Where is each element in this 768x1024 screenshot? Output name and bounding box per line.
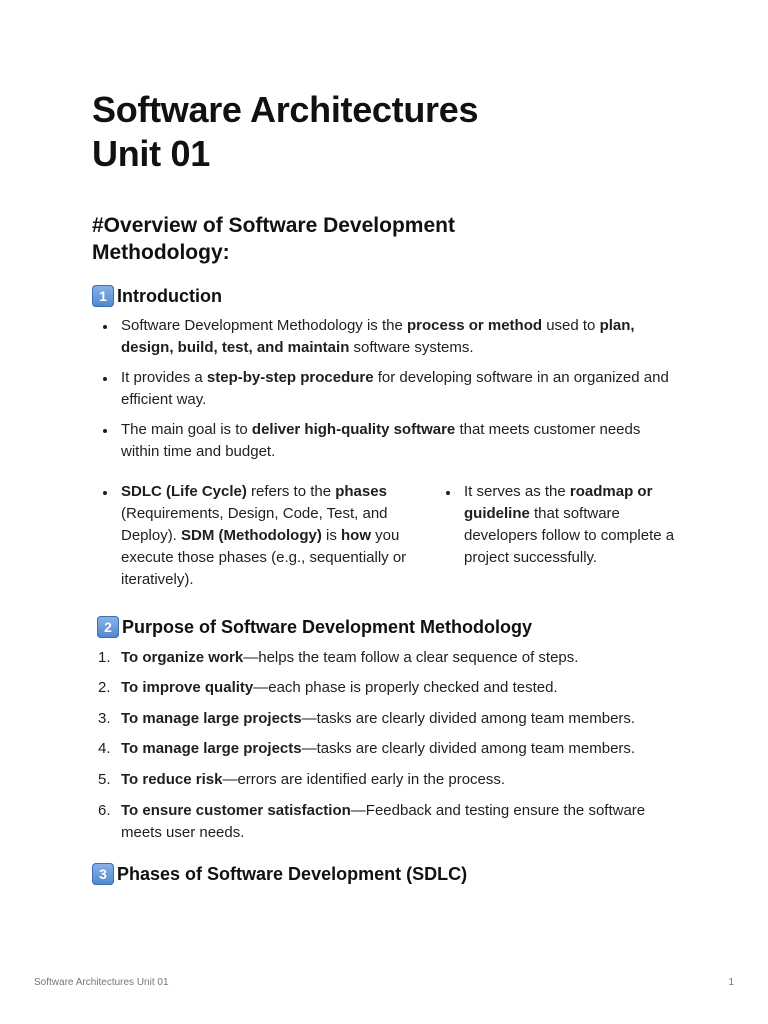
list-item: The main goal is to deliver high-quality software that meets customer needs within time and budget. [92,419,682,463]
list-item: 6. To ensure customer satisfaction—Feedback and testing ensure the software meets user needs. [98,802,646,841]
section-1-title: Introduction [117,286,222,306]
list-item: 3. To manage large projects—tasks are clearly divided among team members. [98,710,636,727]
number-2-icon: 2 [97,616,119,638]
page-title [92,88,682,176]
list-item: It provides a step-by-step procedure for developing software in an organized and efficient way. [92,367,682,411]
number-1-icon: 1 [92,285,114,307]
purpose-list [92,647,682,844]
section-3-title: Phases of Software Development (SDLC) [117,864,468,884]
page-footer [34,977,734,988]
list-item: 5. To reduce risk—errors are identified early in the process. [98,771,506,788]
section-1-heading [92,284,682,308]
section-2-heading [97,615,682,639]
overview-heading: #Overview of Software Development Methodology: [92,214,455,264]
title-line-1: Software Architectures [92,89,479,130]
list-item: 4. To manage large projects—tasks are clearly divided among team members. [98,740,636,757]
number-3-icon: 3 [92,863,114,885]
title-line-2: Unit 01 [92,133,210,174]
left-column [92,481,435,591]
list-item: Software Development Methodology is the process or method used to plan, design, build, test, and maintain software systems. [92,315,682,359]
page-number: 1 [728,977,734,988]
section-2-title: Purpose of Software Development Methodology [122,617,533,637]
list-item: 1. To organize work—helps the team follow a clear sequence of steps. [98,649,579,666]
document-page [92,88,682,886]
section-3-heading [92,862,682,886]
intro-list [92,315,682,463]
footer-title: Software Architectures Unit 01 [34,977,169,988]
list-item: It serves as the roadmap or guideline that software developers follow to complete a project successfully. [435,481,682,569]
right-column [435,481,682,591]
list-item: SDLC (Life Cycle) refers to the phases (Requirements, Design, Code, Test, and Deploy). SDM (Methodology) is how you execute those phases (e.g., sequentially or iteratively). [92,481,435,591]
list-item: 2. To improve quality—each phase is properly checked and tested. [98,679,558,696]
two-column-block [92,481,682,591]
